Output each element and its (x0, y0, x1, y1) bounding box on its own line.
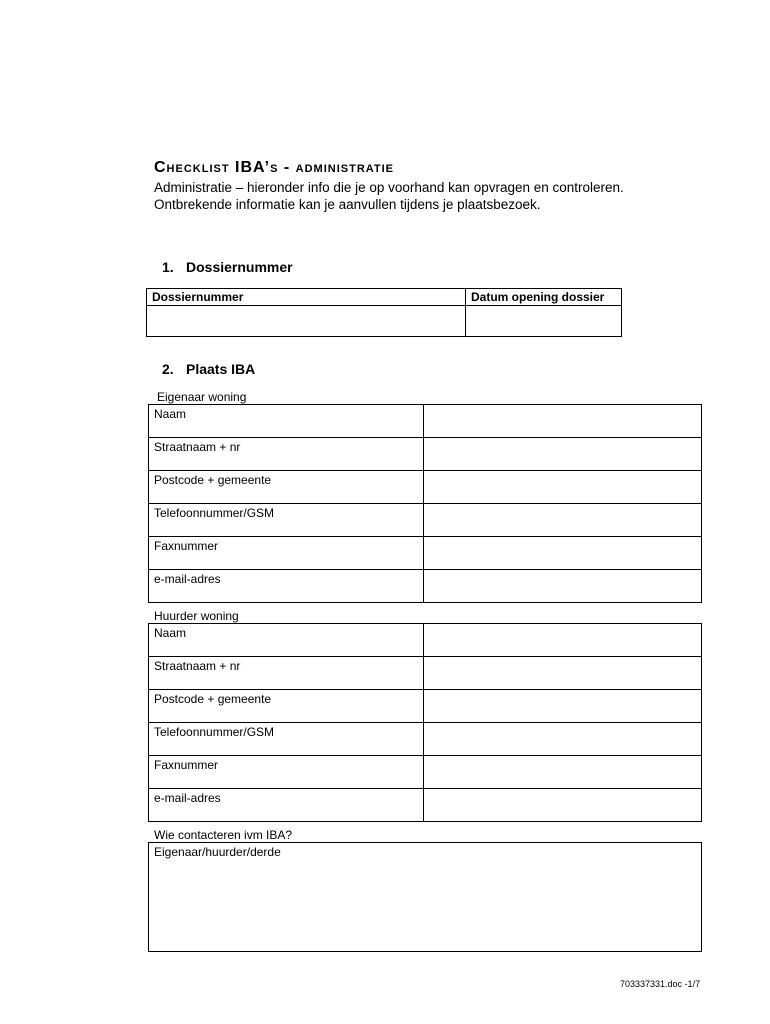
table-row (149, 504, 702, 537)
owner-caption: Eigenaar woning (157, 390, 247, 404)
tenant-value-name[interactable] (424, 624, 702, 657)
owner-value-street[interactable] (424, 438, 702, 471)
tenant-value-phone[interactable] (424, 723, 702, 756)
document-title: Checklist IBA’s - administratie (154, 159, 395, 176)
tenant-caption: Huurder woning (154, 609, 239, 623)
table-row (149, 537, 702, 570)
tenant-value-fax[interactable] (424, 756, 702, 789)
section-1-title: Dossiernummer (186, 259, 293, 275)
owner-table (148, 404, 702, 603)
tenant-table (148, 623, 702, 822)
owner-value-phone[interactable] (424, 504, 702, 537)
section-1-heading (162, 259, 293, 275)
dossier-header-date: Datum opening dossier (466, 289, 622, 306)
intro-line-1: Administratie – hieronder info die je op voorhand kan opvragen en controleren. (154, 180, 624, 195)
intro-text (154, 179, 624, 213)
dossier-header-number: Dossiernummer (147, 289, 466, 306)
section-2-number: 2. (162, 361, 174, 377)
tenant-label-phone: Telefoonnummer/GSM (149, 723, 424, 756)
tenant-label-email: e-mail-adres (149, 789, 424, 822)
table-row (149, 405, 702, 438)
section-2-title: Plaats IBA (186, 361, 256, 377)
contact-box[interactable]: Eigenaar/huurder/derde (149, 843, 702, 952)
page-footer: 703337331.doc -1/7 (620, 979, 701, 989)
owner-label-postcode: Postcode + gemeente (149, 471, 424, 504)
owner-label-fax: Faxnummer (149, 537, 424, 570)
tenant-label-postcode: Postcode + gemeente (149, 690, 424, 723)
dossier-number-field[interactable] (147, 306, 466, 337)
tenant-value-street[interactable] (424, 657, 702, 690)
intro-line-2: Ontbrekende informatie kan je aanvullen tijdens je plaatsbezoek. (154, 197, 541, 212)
section-1-number: 1. (162, 259, 174, 275)
table-row (149, 438, 702, 471)
owner-label-email: e-mail-adres (149, 570, 424, 603)
tenant-value-email[interactable] (424, 789, 702, 822)
section-2-heading (162, 361, 255, 377)
tenant-value-postcode[interactable] (424, 690, 702, 723)
table-row (149, 756, 702, 789)
owner-label-street: Straatnaam + nr (149, 438, 424, 471)
table-row (149, 657, 702, 690)
tenant-label-street: Straatnaam + nr (149, 657, 424, 690)
owner-value-name[interactable] (424, 405, 702, 438)
owner-value-postcode[interactable] (424, 471, 702, 504)
table-row (149, 624, 702, 657)
owner-value-fax[interactable] (424, 537, 702, 570)
contact-table (148, 842, 702, 952)
dossier-table (146, 288, 622, 337)
tenant-label-name: Naam (149, 624, 424, 657)
table-row (149, 723, 702, 756)
owner-label-phone: Telefoonnummer/GSM (149, 504, 424, 537)
dossier-date-field[interactable] (466, 306, 622, 337)
tenant-label-fax: Faxnummer (149, 756, 424, 789)
table-row (149, 471, 702, 504)
table-row (149, 570, 702, 603)
table-row (149, 789, 702, 822)
owner-label-name: Naam (149, 405, 424, 438)
table-row (149, 690, 702, 723)
owner-value-email[interactable] (424, 570, 702, 603)
contact-caption: Wie contacteren ivm IBA? (154, 828, 293, 842)
